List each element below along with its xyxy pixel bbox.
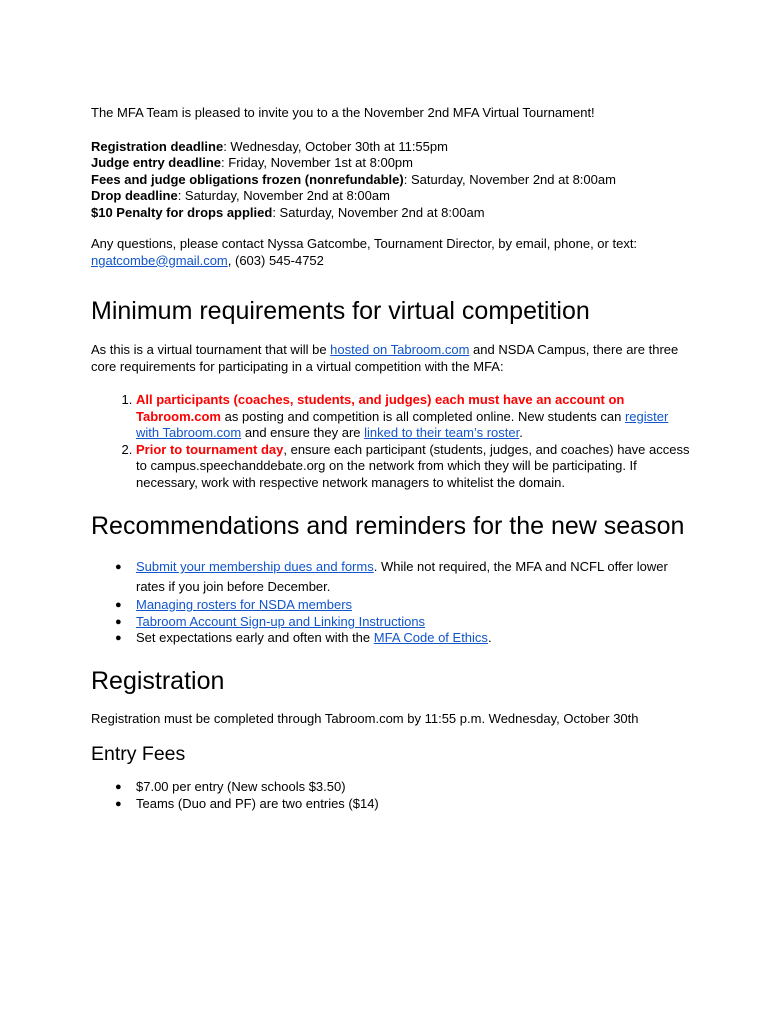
recommendation-tabroom-signup: [115, 614, 691, 631]
fee-item: ● Teams (Duo and PF) are two entries ($14): [115, 796, 691, 813]
code-of-ethics-link[interactable]: MFA Code of Ethics: [373, 630, 488, 645]
intro-text: The MFA Team is pleased to invite you to a the November 2nd MFA Virtual Tournament!: [91, 105, 595, 120]
deadline-penalty: [91, 205, 691, 222]
heading-registration: Registration: [91, 666, 225, 695]
deadline-fees-frozen: [91, 172, 691, 189]
fee-item: ● $7.00 per entry (New schools $3.50): [115, 779, 691, 796]
recommendation-text: . While not required, the MFA and NCFL offer lower rates if you join before December.: [136, 559, 668, 594]
deadline-value: : Saturday, November 2nd at 8:00am: [403, 171, 616, 187]
deadline-label: Drop deadline: [91, 188, 178, 203]
deadline-value: : Wednesday, October 30th at 11:55pm: [223, 138, 448, 154]
deadline-registration: [91, 139, 691, 156]
entry-fees-list: [91, 779, 691, 812]
hosted-on-tabroom-link[interactable]: hosted on Tabroom.com: [330, 342, 470, 357]
heading-recommendations: Recommendations and reminders for the new season: [91, 512, 685, 540]
register-tabroom-link[interactable]: register with Tabroom.com: [136, 408, 669, 440]
recommendation-ethics: [115, 630, 691, 647]
requirement-text: .: [519, 425, 523, 440]
deadline-label: Fees and judge obligations frozen (nonrefundable): [91, 171, 404, 187]
recommendations-list: [91, 557, 691, 647]
deadline-label: Judge entry deadline: [91, 155, 222, 170]
document-page: [91, 105, 691, 812]
recommendation-text: Set expectations early and often with the: [136, 630, 374, 645]
requirement-text: and ensure they are: [241, 425, 365, 440]
requirement-emphasis: All participants (coaches, students, and judges) each must have an account on Tabroom.com: [136, 392, 625, 424]
contact-text: Any questions, please contact Nyssa Gatcombe, Tournament Director, by email, phone, or text:: [91, 236, 638, 251]
min-intro-post: and NSDA Campus, there are three core requirements for participating in a virtual competition with the MFA:: [91, 342, 679, 374]
minimum-requirements-intro: [91, 342, 691, 375]
recommendation-text: .: [487, 630, 492, 645]
requirement-text: , ensure each participant (students, judges, and coaches) have access to campus.speechanddebate.org on the network from which they will be participating. If necessary, work with respective network managers to whitelist the domain.: [136, 441, 690, 490]
heading-entry-fees: Entry Fees: [91, 743, 186, 765]
requirement-item-campus-access: [136, 442, 691, 492]
deadline-judge-entry: [91, 155, 691, 172]
tabroom-signup-link[interactable]: Tabroom Account Sign-up and Linking Instructions: [136, 613, 426, 629]
deadline-list: [91, 139, 691, 222]
contact-paragraph: [91, 236, 691, 269]
membership-dues-link[interactable]: Submit your membership dues and forms: [136, 559, 374, 574]
requirement-text: as posting and competition is all completed online. New students can: [221, 408, 625, 424]
deadline-value: : Saturday, November 2nd at 8:00am: [272, 204, 485, 220]
min-intro-pre: As this is a virtual tournament that will be: [91, 342, 331, 357]
deadline-label: Registration deadline: [91, 138, 224, 154]
deadline-value: : Saturday, November 2nd at 8:00am: [177, 188, 390, 203]
recommendation-rosters: [115, 597, 691, 614]
deadline-label: $10 Penalty for drops applied: [91, 204, 273, 220]
recommendation-membership: [115, 557, 691, 597]
team-roster-link[interactable]: linked to their team’s roster: [364, 425, 520, 440]
requirement-emphasis: Prior to tournament day: [136, 441, 284, 457]
contact-email-link[interactable]: ngatcombe@gmail.com: [91, 252, 228, 268]
requirement-item-accounts: [136, 392, 691, 442]
deadline-value: : Friday, November 1st at 8:00pm: [221, 155, 413, 170]
deadline-drop: [91, 188, 691, 205]
registration-text: Registration must be completed through Tabroom.com by 11:55 p.m. Wednesday, October 30th: [91, 710, 639, 726]
managing-rosters-link[interactable]: Managing rosters for NSDA members: [136, 597, 353, 612]
contact-phone: , (603) 545-4752: [227, 252, 324, 268]
heading-minimum-requirements: Minimum requirements for virtual competition: [91, 297, 590, 325]
requirements-list: [91, 392, 691, 491]
